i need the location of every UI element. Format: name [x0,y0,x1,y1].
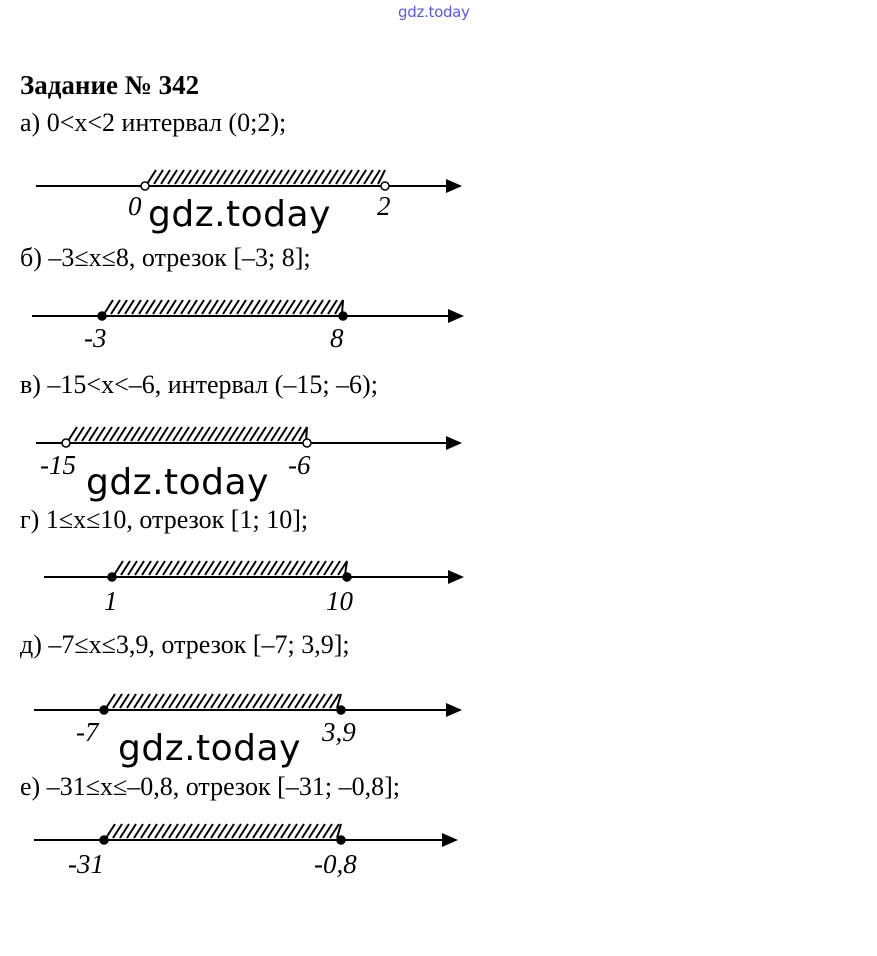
number-line-d [0,552,877,616]
left-point [62,439,70,447]
left-label: -15 [40,450,76,480]
item-b-text: б) –3≤x≤8, отрезок [–3; 8]; [20,243,311,272]
left-label: -7 [76,717,99,747]
interval-hatching [104,300,343,314]
right-point [337,706,345,714]
interval-hatching [147,170,385,184]
left-label: -3 [84,323,107,353]
left-point [98,312,106,320]
watermark-3: gdz.today [118,728,301,769]
right-point [337,836,345,844]
top-watermark: gdz.today [398,3,470,21]
right-label: 8 [330,323,344,353]
number-line-f [0,815,877,885]
number-line-a [0,160,877,220]
right-label: 2 [377,191,391,221]
left-point [108,573,116,581]
right-point [343,573,351,581]
left-point [141,182,149,190]
right-label: -6 [288,450,311,480]
right-label: 3,9 [322,717,356,747]
left-point [100,706,108,714]
item-f-text: е) –31≤x≤–0,8, отрезок [–31; –0,8]; [20,772,400,801]
item-d-text: г) 1≤x≤10, отрезок [1; 10]; [20,505,309,534]
right-point [303,439,311,447]
left-point [100,836,108,844]
right-label: -0,8 [314,849,357,879]
number-line-b [0,290,877,353]
item-e-text: д) –7≤x≤3,9, отрезок [–7; 3,9]; [20,630,350,659]
task-title: Задание № 342 [20,70,200,100]
interval-hatching [68,427,307,441]
right-point [339,312,347,320]
right-point [381,182,389,190]
interval-hatching [106,824,341,838]
item-c-text: в) –15<x<–6, интервал (–15; –6); [20,370,378,399]
right-label: 10 [326,586,353,616]
interval-hatching [114,561,347,575]
left-label: 0 [128,191,142,221]
watermark-1: gdz.today [148,194,331,235]
watermark-2: gdz.today [86,462,269,503]
item-a-text: а) 0<x<2 интервал (0;2); [20,108,287,137]
left-label: -31 [68,849,104,879]
left-label: 1 [104,586,118,616]
interval-hatching [106,694,341,708]
